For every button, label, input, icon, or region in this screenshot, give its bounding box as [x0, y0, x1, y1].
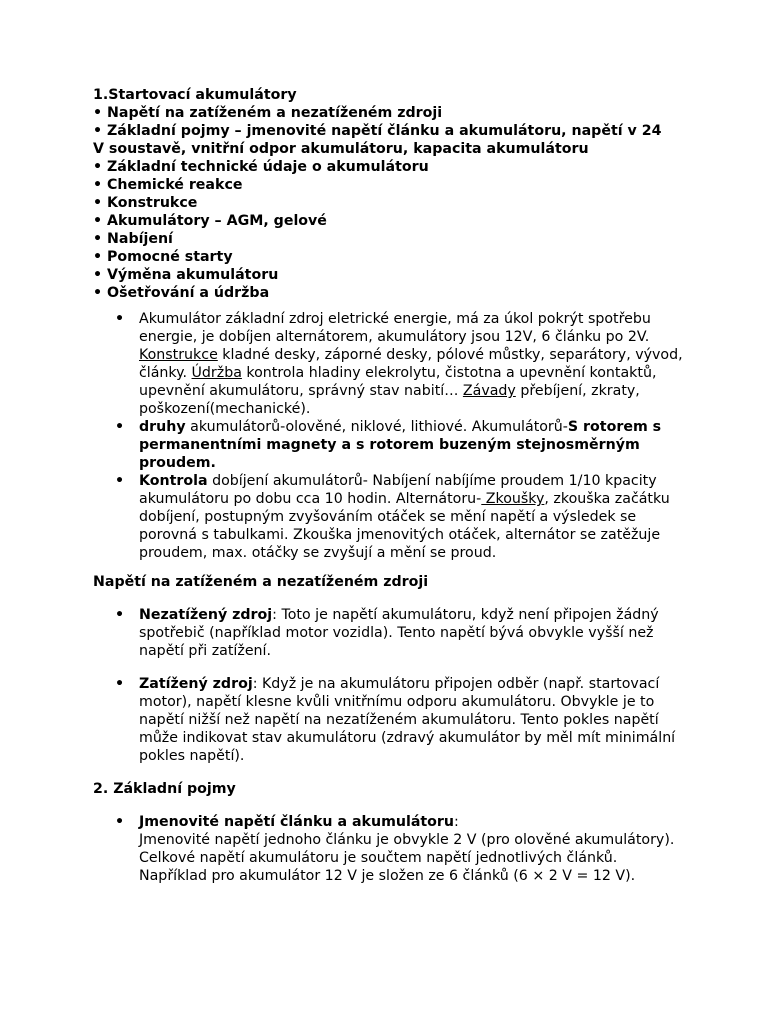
topic-outline: [93, 86, 683, 302]
basics-list: [93, 813, 683, 885]
outline-title: 1.Startovací akumulátory: [93, 87, 297, 103]
keyword-zavady: Závady: [462, 383, 516, 399]
voltage-list: [93, 606, 683, 765]
outline-item: • Napětí na zatíženém a nezatíženém zdroji: [93, 105, 443, 121]
outline-item: • Výměna akumulátoru: [93, 267, 279, 283]
outline-item: • Chemické reakce: [93, 177, 243, 193]
outline-item: V soustavě, vnitřní odpor akumulátoru, kapacita akumulátoru: [93, 141, 589, 157]
outline-item: • Základní pojmy – jmenovité napětí článku a akumulátoru, napětí v 24: [93, 123, 662, 139]
list-item-nominal: • Jmenovité napětí článku a akumulátoru: Jmenovité napětí jednoho článku je obvykle 2 V (pro olověné akumulátory). Celkové napětí akumulátoru je součtem napětí jednotlivých článků. Například pro akumulátor 12 V je složen ze 6 článků (6 × 2 V = 12 V).: [93, 813, 683, 885]
outline-item: • Základní technické údaje o akumulátoru: [93, 159, 429, 175]
list-item-unloaded: • Nezatížený zdroj: Toto je napětí akumulátoru, když není připojen žádný spotřebič (například motor vozidla). Tento napětí bývá obvykle vyšší než napětí při zatížení.: [93, 606, 683, 660]
document-content: [93, 86, 683, 885]
keyword-konstrukce: Konstrukce: [139, 347, 218, 363]
keyword-druhy: druhy: [139, 419, 186, 435]
section-heading-voltage: Napětí na zatíženém a nezatíženém zdroji: [93, 574, 429, 590]
outline-item: • Pomocné starty: [93, 249, 233, 265]
keyword-kontrola: Kontrola: [139, 473, 208, 489]
outline-item: • Nabíjení: [93, 231, 173, 247]
rotor-types: S rotorem s permanentními magnety a s rotorem buzeným stejnosměrným proudem.: [139, 419, 662, 471]
note-item-control: • Kontrola dobíjení akumulátorů- Nabíjení nabíjíme proudem 1/10 kpacity akumulátoru po dobu cca 10 hodin. Alternátoru- Zkoušky, zkouška začátku dobíjení, postupným zvyšováním otáček se mění napětí a výsledek se porovná s tabulkami. Zkouška jmenovitých otáček, alternátor se zatěžuje proudem, max. otáčky se zvyšují a mění se proud.: [93, 472, 683, 562]
term-loaded: Zatížený zdroj: [139, 676, 253, 692]
term-nominal: Jmenovité napětí článku a akumulátoru: [139, 814, 455, 830]
keyword-udrzba: Údržba: [191, 365, 242, 381]
outline-item: • Ošetřování a údržba: [93, 285, 270, 301]
outline-item: • Konstrukce: [93, 195, 198, 211]
note-item-types: • druhy akumulátorů-olověné, niklové, lithiové. Akumulátorů-S rotorem s permanentními magnety a s rotorem buzeným stejnosměrným proudem.: [93, 418, 683, 472]
list-item-loaded: • Zatížený zdroj: Když je na akumulátoru připojen odběr (např. startovací motor), napětí klesne kvůli vnitřnímu odporu akumulátoru. Obvykle je to napětí nižší než napětí na nezatíženém akumulátoru. Tento pokles napětí může indikovat stav akumulátoru (zdravý akumulátor by měl mít minimální pokles napětí).: [93, 675, 683, 765]
keyword-zkousky: Zkoušky: [481, 491, 545, 507]
outline-item: • Akumulátory – AGM, gelové: [93, 213, 327, 229]
section-heading-basics: 2. Základní pojmy: [93, 781, 236, 797]
note-item-battery: • Akumulátor základní zdroj eletrické energie, má za úkol pokrýt spotřebu energie, je dobíjen alternátorem, akumulátory jsou 12V, 6 článku po 2V. Konstrukce kladné desky, záporné desky, pólové můstky, separátory, vývod, články. Údržba kontrola hladiny elekrolytu, čistotna a upevnění kontaktů, upevnění akumulátoru, správný stav nabití… Závady přebíjení, zkraty, poškození(mechanické).: [93, 310, 683, 418]
notes-list: [93, 310, 683, 562]
term-unloaded: Nezatížený zdroj: [139, 607, 273, 623]
